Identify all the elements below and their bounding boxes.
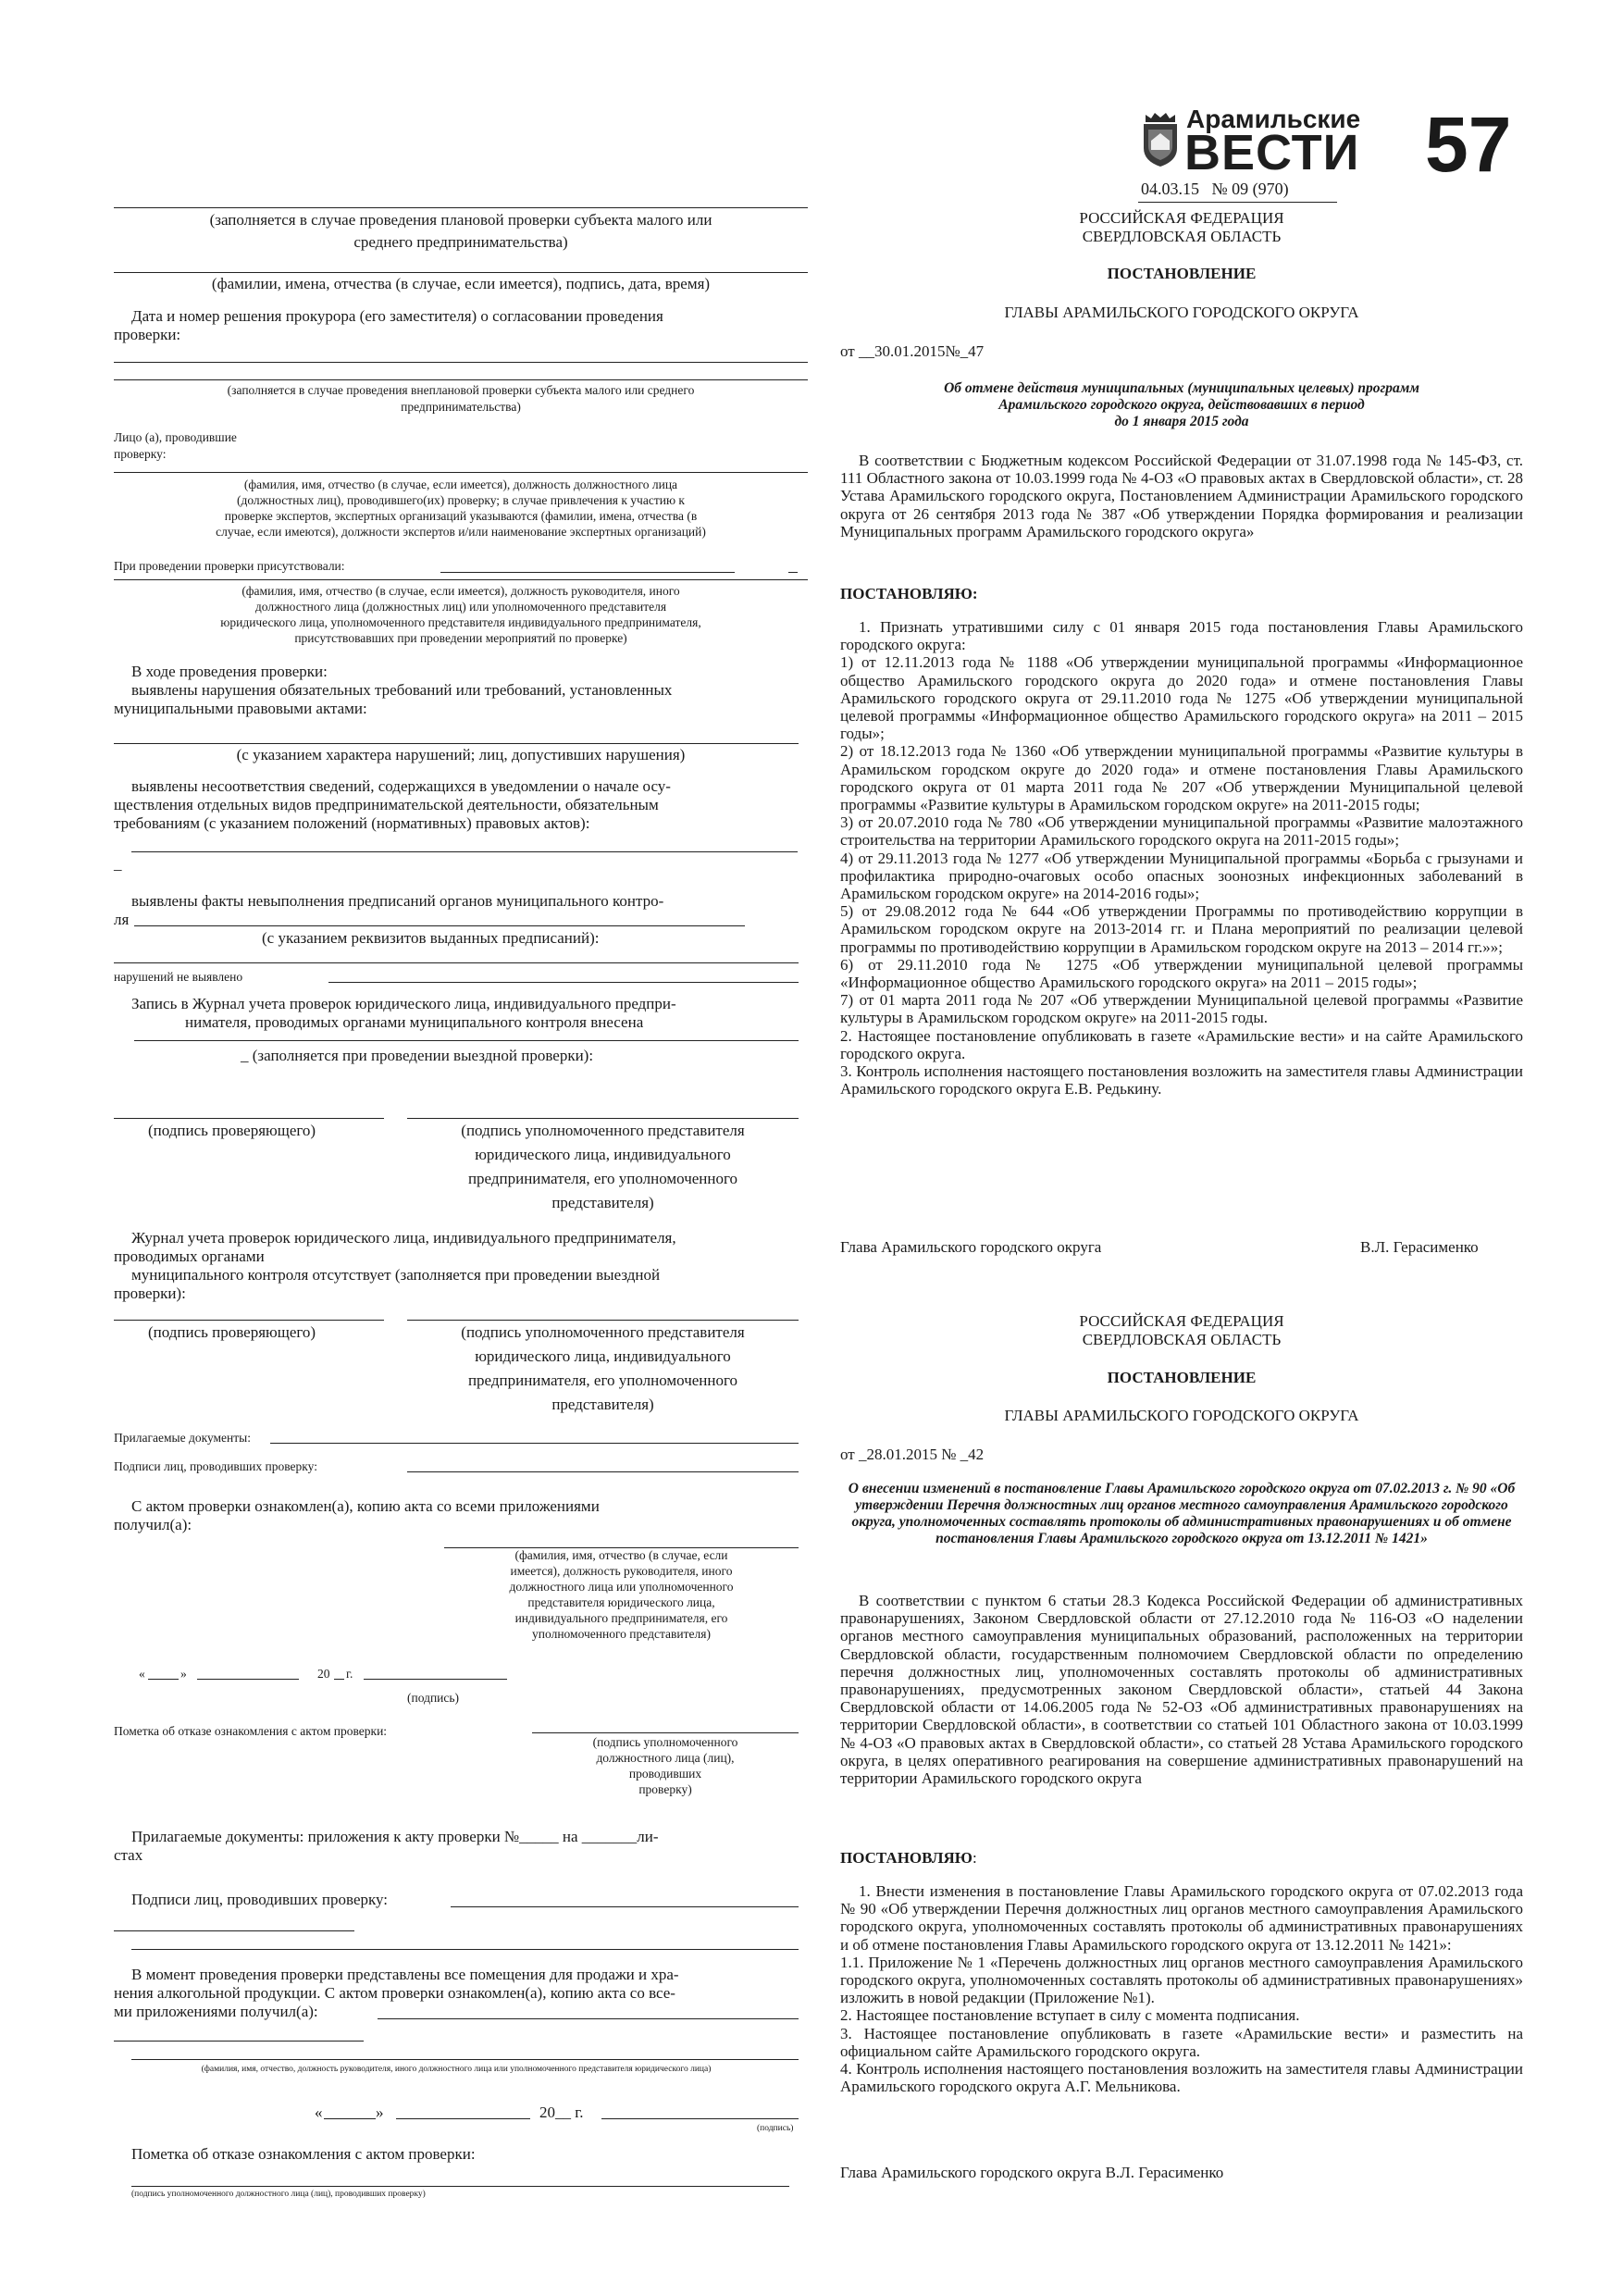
form-note: имеется), должность руководителя, иного — [510, 1564, 733, 1578]
form-note: юридического лица, индивидуального — [475, 1146, 731, 1163]
document-preamble: В соответствии с Бюджетным кодексом Российской Федерации от 31.07.1998 года № 145-ФЗ, ст. 111 Областного закона от 10.03.1999 года № 4-ОЗ «О правовых актах в Свердловской области», ст. 28 Устава Арамильского городского округа, Постановлением Администрации Арамильского городского округа от 26 сентября 2013 года № 387 «Об утверждении Порядка формирования и реализации Муниципальных программ Арамильского городского округа» — [840, 452, 1523, 540]
date-field — [324, 2118, 376, 2119]
date-close-quote: » — [376, 2104, 384, 2121]
form-note: (заполняется в случае проведения плановой проверки субъекта малого или — [209, 211, 712, 229]
document-preamble: В соответствии с пунктом 6 статьи 28.3 Кодекса Российской Федерации об административных правонарушениях, Законом Свердловской области от 27.12.2010 года № 116-ОЗ «О наделении органов местного самоуправления муниципальных образований, расположенных на территории Свердловской области, государственным полномочием Свердловской области по определению перечня должностных лиц, уполномоченных составлять протоколы об административных правонарушениях, предусмотренных законом Свердловской области», статьей 44 Закона Свердловской области от 14.06.2005 года № 52-ОЗ «Об административных правонарушениях на территории Свердловской области», в соответствии со статьей 101 Областного закона от 10.03.1999 № 4-ОЗ «О правовых актах в Свердловской области», со статьей 28 Устава Арамильского городского округа, в целях оперативного реагирования на совершение административных правонарушений на территории Арамильского городского округа — [840, 1592, 1523, 1788]
form-text: ми приложениями получил(а): — [114, 2003, 318, 2020]
field-line — [114, 272, 808, 273]
field-line — [114, 362, 808, 363]
form-note: предпринимателя, его уполномоченного — [467, 1371, 738, 1389]
date-open-quote: « — [139, 1667, 145, 1681]
decree-heading-text: ПОСТАНОВЛЯЮ — [840, 1849, 973, 1867]
form-text: При проведении проверки присутствовали: — [114, 559, 345, 573]
document-date: от _28.01.2015 № _42 — [840, 1446, 985, 1463]
date-field — [396, 2118, 530, 2119]
form-text: стах — [114, 1846, 143, 1864]
field-line — [114, 743, 799, 744]
field-line — [788, 572, 798, 573]
field-line — [114, 379, 808, 380]
signature-line — [407, 1320, 799, 1321]
newspaper-title-top: Арамильские — [1186, 105, 1361, 133]
form-note: должностного лица (лиц), — [596, 1751, 735, 1765]
field-line — [134, 1040, 799, 1041]
form-text: Журнал учета проверок юридического лица, индивидуального предпринимателя, — [131, 1229, 676, 1247]
signature-line — [364, 1679, 507, 1680]
form-note: проводивших — [628, 1767, 702, 1781]
form-text: проводимых органами — [114, 1247, 265, 1265]
form-note: (должностных лиц), проводившего(их) проверку; в случае привлечения к участию к — [237, 493, 685, 507]
form-note: уполномоченного представителя) — [532, 1627, 711, 1641]
form-text: Прилагаемые документы: приложения к акту проверки №_____ на _______ли- — [131, 1828, 659, 1845]
form-note: случае, если имеются), должности экспертов и/или наименование экспертных организаций) — [216, 525, 706, 539]
field-line — [114, 472, 808, 473]
form-note: представителя) — [551, 1194, 654, 1211]
form-note: (с указанием реквизитов выданных предписаний): — [262, 929, 600, 947]
issue-info: 04.03.15 № 09 (970) — [1141, 180, 1289, 198]
form-note: _ (заполняется при проведении выездной проверки): — [241, 1047, 594, 1064]
document-date: от __30.01.2015№_47 — [840, 342, 985, 360]
country-header: РОССИЙСКАЯ ФЕДЕРАЦИЯ — [1079, 209, 1284, 227]
field-line — [114, 579, 808, 580]
region-header: СВЕРДЛОВСКАЯ ОБЛАСТЬ — [1082, 228, 1282, 245]
form-note: (подпись проверяющего) — [148, 1323, 316, 1341]
form-text: муниципального контроля отсутствует (заполняется при проведении выездной — [131, 1266, 661, 1284]
form-note: индивидуального предпринимателя, его — [514, 1611, 728, 1625]
form-text: нения алкогольной продукции. С актом проверки ознакомлен(а), копию акта со все- — [114, 1984, 675, 2002]
form-text: нарушений не выявлено — [114, 970, 243, 984]
form-note: (подпись) — [407, 1691, 460, 1705]
field-line — [114, 962, 799, 963]
form-text: Запись в Журнал учета проверок юридического лица, индивидуального предпри- — [131, 995, 676, 1012]
form-note: (заполняется в случае проведения внеплановой проверки субъекта малого или среднего — [227, 383, 695, 397]
form-text: проверку: — [114, 447, 167, 461]
form-text: муниципальными правовыми актами: — [114, 700, 367, 717]
masthead-rule — [1138, 202, 1337, 203]
field-line — [532, 1732, 799, 1733]
form-note: должностного лица или уполномоченного — [509, 1580, 734, 1594]
form-note: (подпись уполномоченного представителя — [461, 1122, 745, 1139]
field-line — [131, 2186, 789, 2187]
form-text: В ходе проведения проверки: — [131, 663, 328, 680]
signature-line — [114, 1118, 384, 1119]
field-line — [131, 1949, 799, 1950]
form-text: Подписи лиц, проводивших проверку: — [114, 1459, 317, 1473]
form-note: представителя) — [551, 1396, 654, 1413]
signatory-name: В.Л. Герасименко — [1360, 1238, 1479, 1256]
decree-heading — [840, 1849, 977, 1868]
document-title: до 1 января 2015 года — [1114, 414, 1249, 429]
form-note: (с указанием характера нарушений; лиц, допустивших нарушения) — [236, 746, 686, 763]
form-note: (фамилия, имя, отчество (в случае, если имеется), должность руководителя, иного — [242, 584, 680, 598]
form-text: ществления отдельных видов предпринимательской деятельности, обязательным — [114, 796, 659, 813]
form-text: получил(а): — [114, 1516, 192, 1533]
document-title: Арамильского городского округа, действовавших в период — [998, 397, 1365, 413]
form-text: выявлены несоответствия сведений, содержащихся в уведомлении о начале осу- — [131, 777, 671, 795]
field-line — [114, 2041, 364, 2042]
form-note: должностного лица (должностных лиц) или уполномоченного представителя — [254, 600, 667, 614]
signature-line — [114, 1320, 384, 1321]
date-year: 20__ г. — [539, 2104, 584, 2121]
form-text: ля — [114, 911, 130, 928]
signature-line — [601, 2118, 799, 2119]
field-line — [114, 1930, 354, 1931]
document-type: ПОСТАНОВЛЕНИЕ — [1107, 1369, 1257, 1386]
form-note: (фамилия, имя, отчество (в случае, если имеется), должность должностного лица — [243, 478, 678, 491]
field-line — [134, 925, 745, 926]
date-field — [334, 1679, 344, 1680]
signatory: Глава Арамильского городского округа В.Л. Герасименко — [840, 2164, 1224, 2181]
decree-heading: ПОСТАНОВЛЯЮ: — [840, 585, 978, 602]
form-note: (подпись) — [757, 2124, 794, 2133]
issuing-authority: ГЛАВЫ АРАМИЛЬСКОГО ГОРОДСКОГО ОКРУГА — [1004, 1407, 1359, 1424]
document-type: ПОСТАНОВЛЕНИЕ — [1107, 265, 1257, 282]
date-field — [148, 1679, 179, 1680]
form-text: Дата и номер решения прокурора (его заместителя) о согласовании проведения — [131, 307, 663, 325]
field-line — [114, 207, 808, 208]
form-note: представителя юридического лица, — [527, 1595, 715, 1609]
form-note: (фамилии, имена, отчества (в случае, если имеется), подпись, дата, время) — [211, 275, 711, 292]
form-text: нимателя, проводимых органами муниципального контроля внесена — [185, 1013, 644, 1031]
form-note: проверке экспертов, экспертных организаций указываются (фамилии, имена, отчества (в — [224, 509, 698, 523]
form-text: Лицо (а), проводившие — [114, 430, 237, 444]
form-note: (фамилия, имя, отчество, должность руководителя, иного должностного лица или уполномоченного представителя юридического лица) — [201, 2065, 712, 2074]
form-text: выявлены факты невыполнения предписаний органов муниципального контро- — [131, 892, 664, 910]
date-field — [197, 1679, 299, 1680]
form-text: требованиям (с указанием положений (нормативных) правовых актов): — [114, 814, 590, 832]
form-note: юридического лица, индивидуального — [475, 1347, 731, 1365]
city-coat-of-arms-icon — [1140, 109, 1181, 168]
field-line — [440, 572, 735, 573]
date-open-quote: « — [315, 2104, 323, 2121]
decree-heading-colon: : — [972, 1849, 977, 1867]
form-note: проверку) — [638, 1782, 692, 1796]
field-line — [378, 2018, 799, 2019]
form-text: Пометка об отказе ознакомления с актом проверки: — [131, 2145, 476, 2163]
form-text: проверки: — [114, 326, 181, 343]
form-text: Пометка об отказе ознакомления с актом проверки: — [114, 1724, 388, 1738]
form-text: Прилагаемые документы: — [114, 1431, 251, 1445]
form-note: (подпись проверяющего) — [148, 1122, 316, 1139]
form-note: предпринимателя, его уполномоченного — [467, 1170, 738, 1187]
field-line — [131, 2059, 799, 2060]
issuing-authority: ГЛАВЫ АРАМИЛЬСКОГО ГОРОДСКОГО ОКРУГА — [1004, 304, 1359, 321]
field-line — [451, 1906, 799, 1907]
document-body: 1. Признать утратившими силу с 01 января 2015 года постановления Главы Арамильского городского округа: 1) от 12.11.2013 года № 1188 «Об утверждении муниципальной программы «Информационное общество Арамильского городского округа до 2020 года» и отмене постановления Главы Арамильского городского округа от 29.11.2010 года № 1275 «Об утверждении муниципальной целевой программы «Информационное общество Арамильского городского округа» на 2011 – 2015 годы»; 2) от 18.12.2013 года № 1360 «Об утверждении муниципальной программы «Развитие культуры в Арамильском городском округе до 2020 года» и отмене постановления Главы Арамильского городского округа от 01 марта 2011 года № 207 «Об утверждении Муниципальной целевой программы «Развитие культуры в Арамильском городском округе» на 2011-2015 годы; 3) от 20.07.2010 года № 780 «Об утверждении муниципальной программы «Развитие малоэтажного строительства на территории Арамильского городского округа на 2011-2015 годы»; 4) от 29.11.2013 года № 1277 «Об утверждении Муниципальной программы «Борьба с грызунами и профилактика природно-очаговых особо опасных зоонозных инфекционных заболеваний в Арамильском городском округе» на 2014-2016 годы»; 5) от 29.08.2012 года № 644 «Об утверждении Программы по противодействию коррупции в Арамильском городском округе на 2013-2014 гг. и Плана мероприятий по реализации целевой программы по противодействию коррупции в Арамильском городском округе на 2013 – 2014 гг.»»; 6) от 29.11.2010 года № 1275 «Об утверждении муниципальной целевой программы «Информационное общество Арамильского городского округа» на 2011 – 2015 годы»; 7) от 01 марта 2011 года № 207 «Об утверждении Муниципальной целевой программы «Развитие культуры в Арамильском городском округе» на 2011-2015 годы. 2. Настоящее постановление опубликовать в газете «Арамильские вести» и на сайте Арамильского городского округа. 3. Контроль исполнения настоящего постановления возложить на заместителя главы Администрации Арамильского городского округа Е.В. Редькину. — [840, 618, 1523, 1098]
form-note: (подпись уполномоченного — [592, 1735, 738, 1749]
country-header: РОССИЙСКАЯ ФЕДЕРАЦИЯ — [1079, 1312, 1284, 1330]
signatory-title: Глава Арамильского городского округа — [840, 1238, 1102, 1256]
date-year-prefix: 20 — [317, 1667, 330, 1681]
field-line — [131, 851, 798, 852]
form-text: выявлены нарушения обязательных требований или требований, установленных — [131, 681, 673, 699]
field-line — [407, 1471, 799, 1472]
masthead — [1138, 100, 1564, 202]
form-note: среднего предпринимательства) — [353, 233, 568, 251]
form-text: Подписи лиц, проводивших проверку: — [131, 1891, 389, 1908]
form-note: присутствовавших при проведении мероприятий по проверке) — [294, 631, 627, 645]
page-number: 57 — [1425, 101, 1512, 188]
form-text: В момент проведения проверки представлены все помещения для продажи и хра- — [131, 1966, 679, 1983]
region-header: СВЕРДЛОВСКАЯ ОБЛАСТЬ — [1082, 1331, 1282, 1348]
form-note: (подпись уполномоченного представителя — [461, 1323, 745, 1341]
form-text: С актом проверки ознакомлен(а), копию акта со всеми приложениями — [131, 1497, 600, 1515]
document-body: 1. Внести изменения в постановление Главы Арамильского городского округа от 07.02.2013 года № 90 «Об утверждении Перечня должностных лиц органов местного самоуправления Арамильского городского округа, уполномоченных составлять протоколы об административных правонарушениях и об отмене постановления Главы Арамильского городского округа от 13.12.2011 № 1421»: 1.1. Приложение № 1 «Перечень должностных лиц органов местного самоуправления Арамильского городского округа, уполномоченных составлять протоколы об административных правонарушениях» изложить в новой редакции (Приложение №1). 2. Настоящее постановление вступает в силу с момента подписания. 3. Настоящее постановление опубликовать в газете «Арамильские вести» и разместить на официальном сайте Арамильского городского округа. 4. Контроль исполнения настоящего постановления возложить на заместителя главы Администрации Арамильского городского округа А.Г. Мельникова. — [840, 1882, 1523, 2096]
form-note: предпринимательства) — [401, 400, 521, 414]
form-note: (фамилия, имя, отчество (в случае, если — [514, 1548, 728, 1562]
form-text: _ — [114, 855, 122, 873]
field-line — [328, 982, 799, 983]
form-note: юридического лица, уполномоченного представителя индивидуального предпринимателя, — [220, 615, 701, 629]
document-title: Об отмене действия муниципальных (муниципальных целевых) программ — [944, 380, 1419, 396]
newspaper-title-main: ВЕСТИ — [1184, 125, 1360, 180]
form-note: (подпись уполномоченного должностного лица (лиц), проводивших проверку) — [131, 2190, 426, 2199]
date-year-suffix: г. — [346, 1667, 353, 1681]
date-close-quote: » — [180, 1667, 187, 1681]
document-title: О внесении изменений в постановление Главы Арамильского городского округа от 07.02.2013 г. № 90 «Об утверждении Перечня должностных лиц органов местного самоуправления Арамильского городского округа, уполномоченных составлять протоколы об административных правонарушениях и об отмене постановления Главы Арамильского городского округа от 13.12.2011 № 1421» — [848, 1481, 1516, 1546]
form-text: проверки): — [114, 1285, 186, 1302]
signature-line — [407, 1118, 799, 1119]
field-line — [270, 1443, 799, 1444]
